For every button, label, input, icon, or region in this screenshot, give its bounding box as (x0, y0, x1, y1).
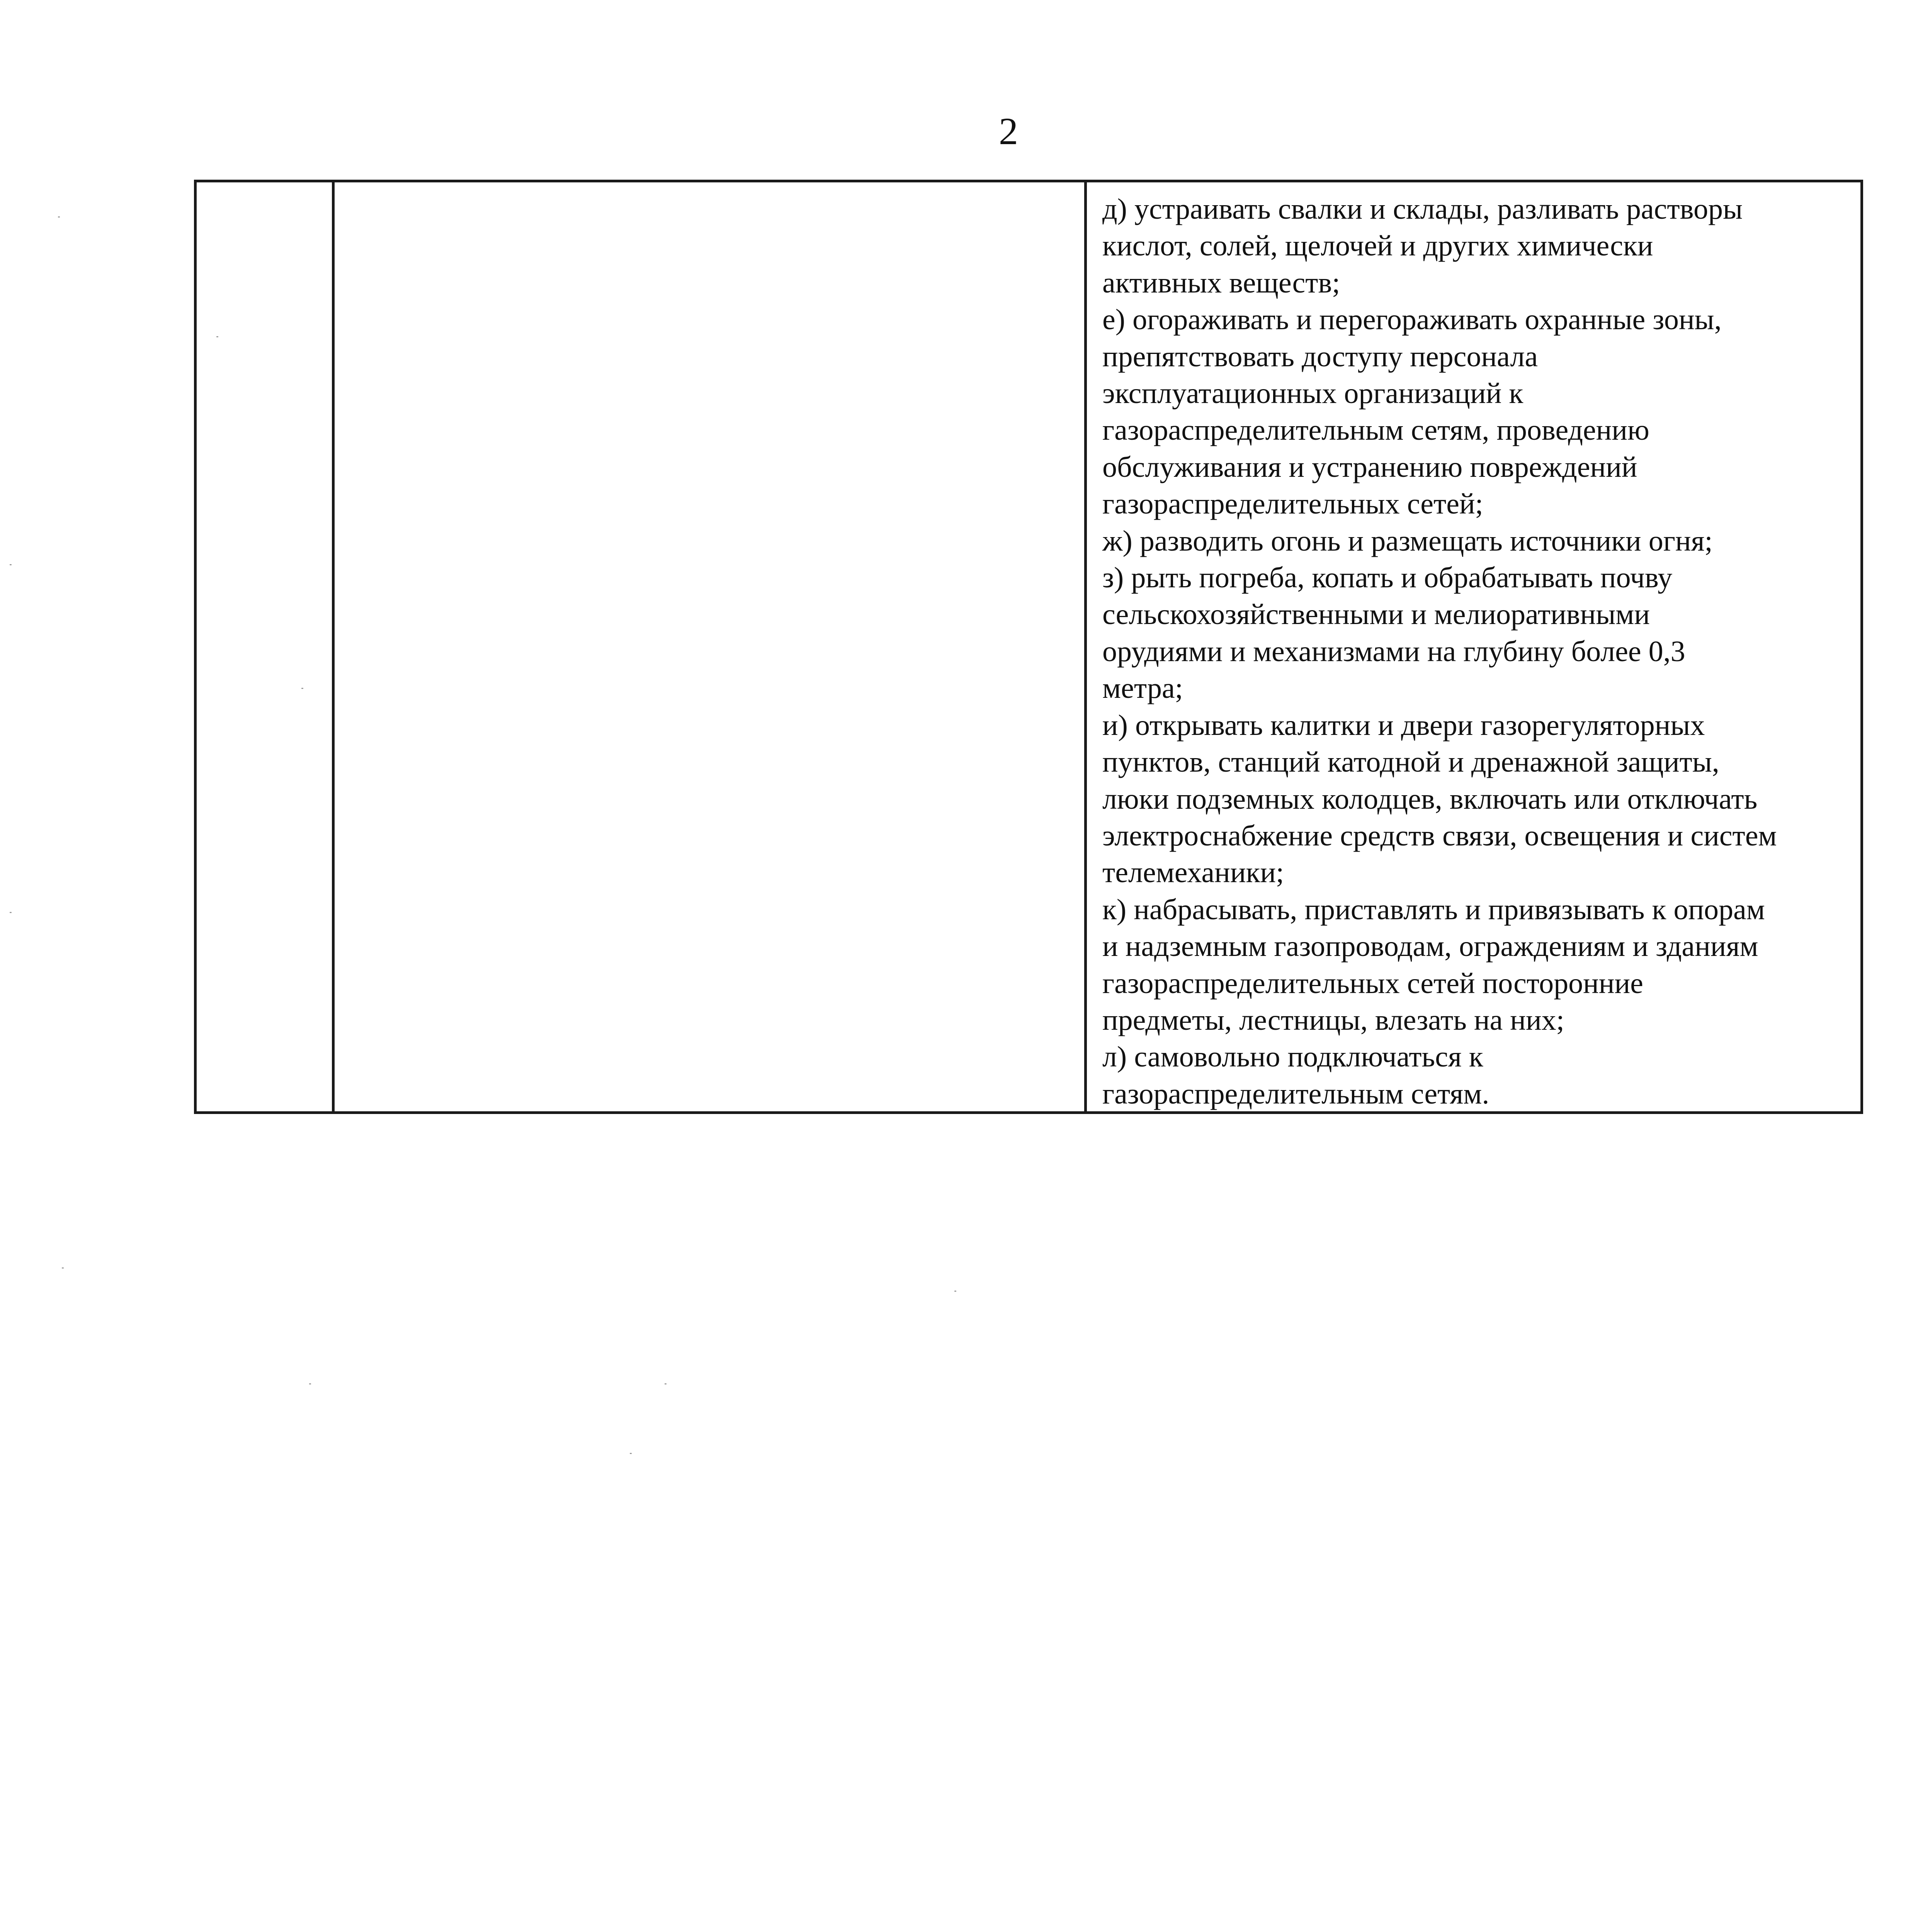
clause-line: е) огораживать и перегораживать охранные зоны, (1102, 303, 1722, 336)
clause-line: ж) разводить огонь и размещать источники огня; (1102, 524, 1713, 557)
scan-speck (665, 1383, 667, 1384)
clause-k (1102, 891, 1849, 1039)
scan-speck (58, 216, 60, 218)
scan-speck (216, 336, 218, 337)
scan-speck (10, 912, 12, 913)
table-cell-name (335, 182, 1084, 1111)
clause-l (1102, 1039, 1849, 1112)
scan-speck (309, 1383, 311, 1384)
clause-zh (1102, 523, 1849, 560)
clause-line: газораспределительным сетям. (1102, 1077, 1490, 1110)
restrictions-table (194, 180, 1863, 1114)
clause-line: д) устраивать свалки и склады, разливать растворы (1102, 193, 1743, 225)
table-cell-restrictions (1087, 182, 1860, 1111)
scan-speck (630, 1453, 632, 1454)
column-divider (332, 182, 335, 1111)
clause-line: и) открывать калитки и двери газорегуляторных (1102, 709, 1705, 742)
column-divider (1084, 182, 1087, 1111)
clause-line: газораспределительных сетей посторонние (1102, 967, 1643, 1000)
clause-line: газораспределительным сетям, проведению (1102, 414, 1649, 447)
clause-line: обслуживания и устранению повреждений (1102, 451, 1637, 483)
table-cell-number (197, 182, 332, 1111)
clause-line: и надземным газопроводам, ограждениям и зданиям (1102, 930, 1758, 963)
clause-line: метра; (1102, 672, 1183, 705)
clause-i (1102, 707, 1849, 891)
clause-line: электроснабжение средств связи, освещения и систем (1102, 819, 1777, 852)
clause-z (1102, 560, 1849, 707)
clause-d (1102, 191, 1849, 301)
clause-line: предметы, лестницы, влезать на них; (1102, 1003, 1564, 1036)
page-number: 2 (999, 110, 1018, 153)
clause-line: пунктов, станций катодной и дренажной защиты, (1102, 746, 1719, 779)
scan-speck (954, 1291, 956, 1292)
clause-line: кислот, солей, щелочей и других химически (1102, 230, 1653, 262)
clause-line: телемеханики; (1102, 856, 1284, 889)
clause-line: сельскохозяйственными и мелиоративными (1102, 598, 1650, 631)
scan-speck (301, 688, 303, 689)
clause-line: орудиями и механизмами на глубину более 0,3 (1102, 635, 1685, 668)
clause-line: активных веществ; (1102, 266, 1340, 299)
clause-line: эксплуатационных организаций к (1102, 377, 1524, 410)
clause-line: препятствовать доступу персонала (1102, 340, 1538, 373)
clause-line: к) набрасывать, приставлять и привязывать к опорам (1102, 893, 1765, 926)
clause-line: люки подземных колодцев, включать или отключать (1102, 782, 1758, 815)
scan-speck (62, 1267, 64, 1269)
clause-line: газораспределительных сетей; (1102, 488, 1483, 520)
clause-line: з) рыть погреба, копать и обрабатывать почву (1102, 561, 1673, 594)
clause-line: л) самовольно подключаться к (1102, 1041, 1483, 1073)
scan-speck (10, 564, 12, 565)
clause-e (1102, 301, 1849, 522)
